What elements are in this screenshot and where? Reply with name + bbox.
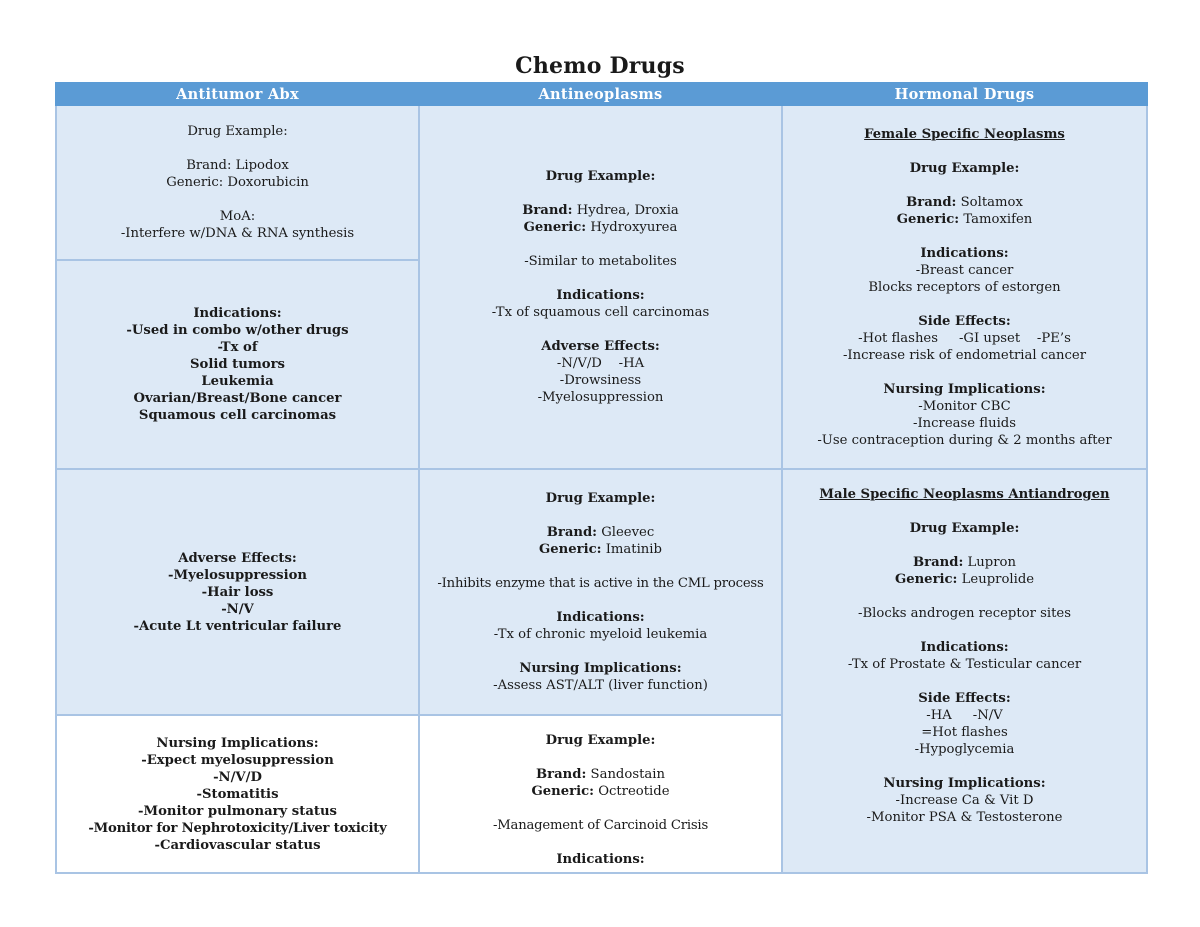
antitumor-adverse-cell [56, 469, 419, 715]
page-title: Chemo Drugs [515, 53, 685, 79]
indication-item: Ovarian/Breast/Bone cancer [133, 391, 342, 406]
nursing-implications-label: Nursing Implications: [519, 661, 682, 676]
nursing-item: -Expect myelosuppression [141, 752, 334, 768]
nursing-item: -Use contraception during & 2 months after [817, 432, 1112, 448]
brand-line: Brand: Soltamox [906, 194, 1023, 210]
adverse-effect-item: -Hair loss [201, 584, 274, 600]
octreotide-cell [419, 715, 782, 873]
indication-item: -Tx of [217, 340, 258, 355]
generic-line: Generic: Doxorubicin [166, 175, 309, 190]
drug-note: -Inhibits enzyme that is active in the CML process [437, 576, 764, 591]
drug-example-label: Drug Example: [545, 491, 656, 506]
brand-line: Brand: Lupron [913, 555, 1016, 570]
generic-line: Generic: Imatinib [539, 542, 662, 557]
side-effect-item: -Increase risk of endometrial cancer [842, 347, 1087, 363]
generic-line: Generic: Hydroxyurea [523, 220, 678, 235]
indication-item: Blocks receptors of estorgen [868, 279, 1061, 295]
header-antineoplasms: Antineoplasms [419, 83, 782, 105]
side-effect-item: -Hot flashes -GI upset -PE’s [858, 330, 1071, 346]
moa-label: MoA: [219, 209, 256, 224]
indications-label: Indications: [556, 288, 645, 303]
adverse-effects-label: Adverse Effects: [541, 339, 660, 354]
indications-text: -Tx of squamous cell carcinomas [491, 305, 710, 320]
indications-text: -Tx of Prostate & Testicular cancer [847, 657, 1082, 672]
antitumor-indications-cell [56, 260, 419, 469]
adverse-effect-item: -N/V/D -HA [556, 356, 645, 371]
antitumor-example-cell [56, 105, 419, 260]
hydroxyurea-cell [419, 105, 782, 469]
nursing-item: -Stomatitis [196, 786, 279, 802]
nursing-item: -Assess AST/ALT (liver function) [493, 678, 708, 693]
section-heading: Female Specific Neoplasms [864, 126, 1065, 142]
brand-line: Brand: Sandostain [536, 767, 665, 782]
imatinib-cell [419, 469, 782, 715]
brand-line: Brand: Gleevec [546, 525, 655, 540]
nursing-item: -N/V/D [213, 769, 262, 785]
side-effects-label: Side Effects: [918, 691, 1011, 706]
female-neoplasms-cell [782, 105, 1147, 469]
indication-item: Solid tumors [190, 357, 285, 372]
side-effects-label: Side Effects: [918, 313, 1011, 329]
nursing-implications-label: Nursing Implications: [883, 381, 1046, 397]
drug-note: -Similar to metabolites [524, 254, 677, 269]
indications-label: Indications: [556, 852, 645, 867]
generic-line: Generic: Leuprolide [894, 572, 1035, 587]
indications-label: Indications: [193, 306, 282, 321]
nursing-item: -Cardiovascular status [154, 837, 321, 853]
indications-label: Indications: [920, 245, 1009, 261]
nursing-item: -Monitor PSA & Testosterone [866, 810, 1063, 825]
antitumor-nursing-cell [56, 715, 419, 873]
brand-line: Brand: Hydrea, Droxia [522, 203, 679, 218]
drug-note: -Management of Carcinoid Crisis [492, 818, 709, 833]
side-effect-item: -HA -N/V [926, 708, 1003, 723]
section-heading: Male Specific Neoplasms Antiandrogen [819, 487, 1110, 502]
nursing-item: -Monitor for Nephrotoxicity/Liver toxicity [88, 820, 387, 836]
nursing-item: -Increase fluids [913, 415, 1016, 431]
header-antitumor-abx: Antitumor Abx [56, 83, 419, 105]
adverse-effects-label: Adverse Effects: [178, 550, 297, 566]
indications-label: Indications: [556, 610, 645, 625]
adverse-effect-item: -Myelosuppression [168, 567, 307, 583]
chemo-drugs-table [55, 82, 1148, 874]
adverse-effect-item: -Drowsiness [559, 373, 642, 388]
indication-item: Squamous cell carcinomas [138, 408, 337, 423]
adverse-effect-item: -N/V [221, 601, 254, 617]
drug-note: -Blocks androgen receptor sites [858, 606, 1071, 621]
nursing-implications-label: Nursing Implications: [883, 776, 1046, 791]
drug-example-label: Drug Example: [545, 169, 656, 184]
indication-item: Leukemia [201, 374, 274, 389]
adverse-effect-item: -Acute Lt ventricular failure [133, 618, 342, 634]
drug-example-label: Drug Example: [187, 124, 288, 139]
drug-example-label: Drug Example: [545, 733, 656, 748]
nursing-implications-label: Nursing Implications: [156, 735, 319, 751]
header-row [56, 83, 1147, 105]
nursing-item: -Monitor CBC [918, 398, 1011, 414]
indications-label: Indications: [920, 640, 1009, 655]
adverse-effect-item: -Myelosuppression [537, 390, 664, 405]
side-effect-item: -Hypoglycemia [914, 742, 1015, 757]
moa-text: -Interfere w/DNA & RNA synthesis [120, 226, 355, 241]
nursing-item: -Monitor pulmonary status [138, 803, 337, 819]
header-hormonal-drugs: Hormonal Drugs [782, 83, 1147, 105]
brand-line: Brand: Lipodox [186, 158, 289, 173]
indication-item: -Used in combo w/other drugs [126, 323, 349, 338]
drug-example-label: Drug Example: [909, 521, 1020, 536]
male-neoplasms-cell [782, 469, 1147, 873]
generic-line: Generic: Tamoxifen [896, 211, 1033, 227]
nursing-item: -Increase Ca & Vit D [895, 793, 1034, 808]
side-effect-item: =Hot flashes [921, 725, 1008, 740]
indication-item: -Breast cancer [915, 262, 1014, 278]
indications-text: -Tx of chronic myeloid leukemia [493, 627, 708, 642]
generic-line: Generic: Octreotide [531, 784, 670, 799]
drug-example-label: Drug Example: [909, 160, 1020, 176]
